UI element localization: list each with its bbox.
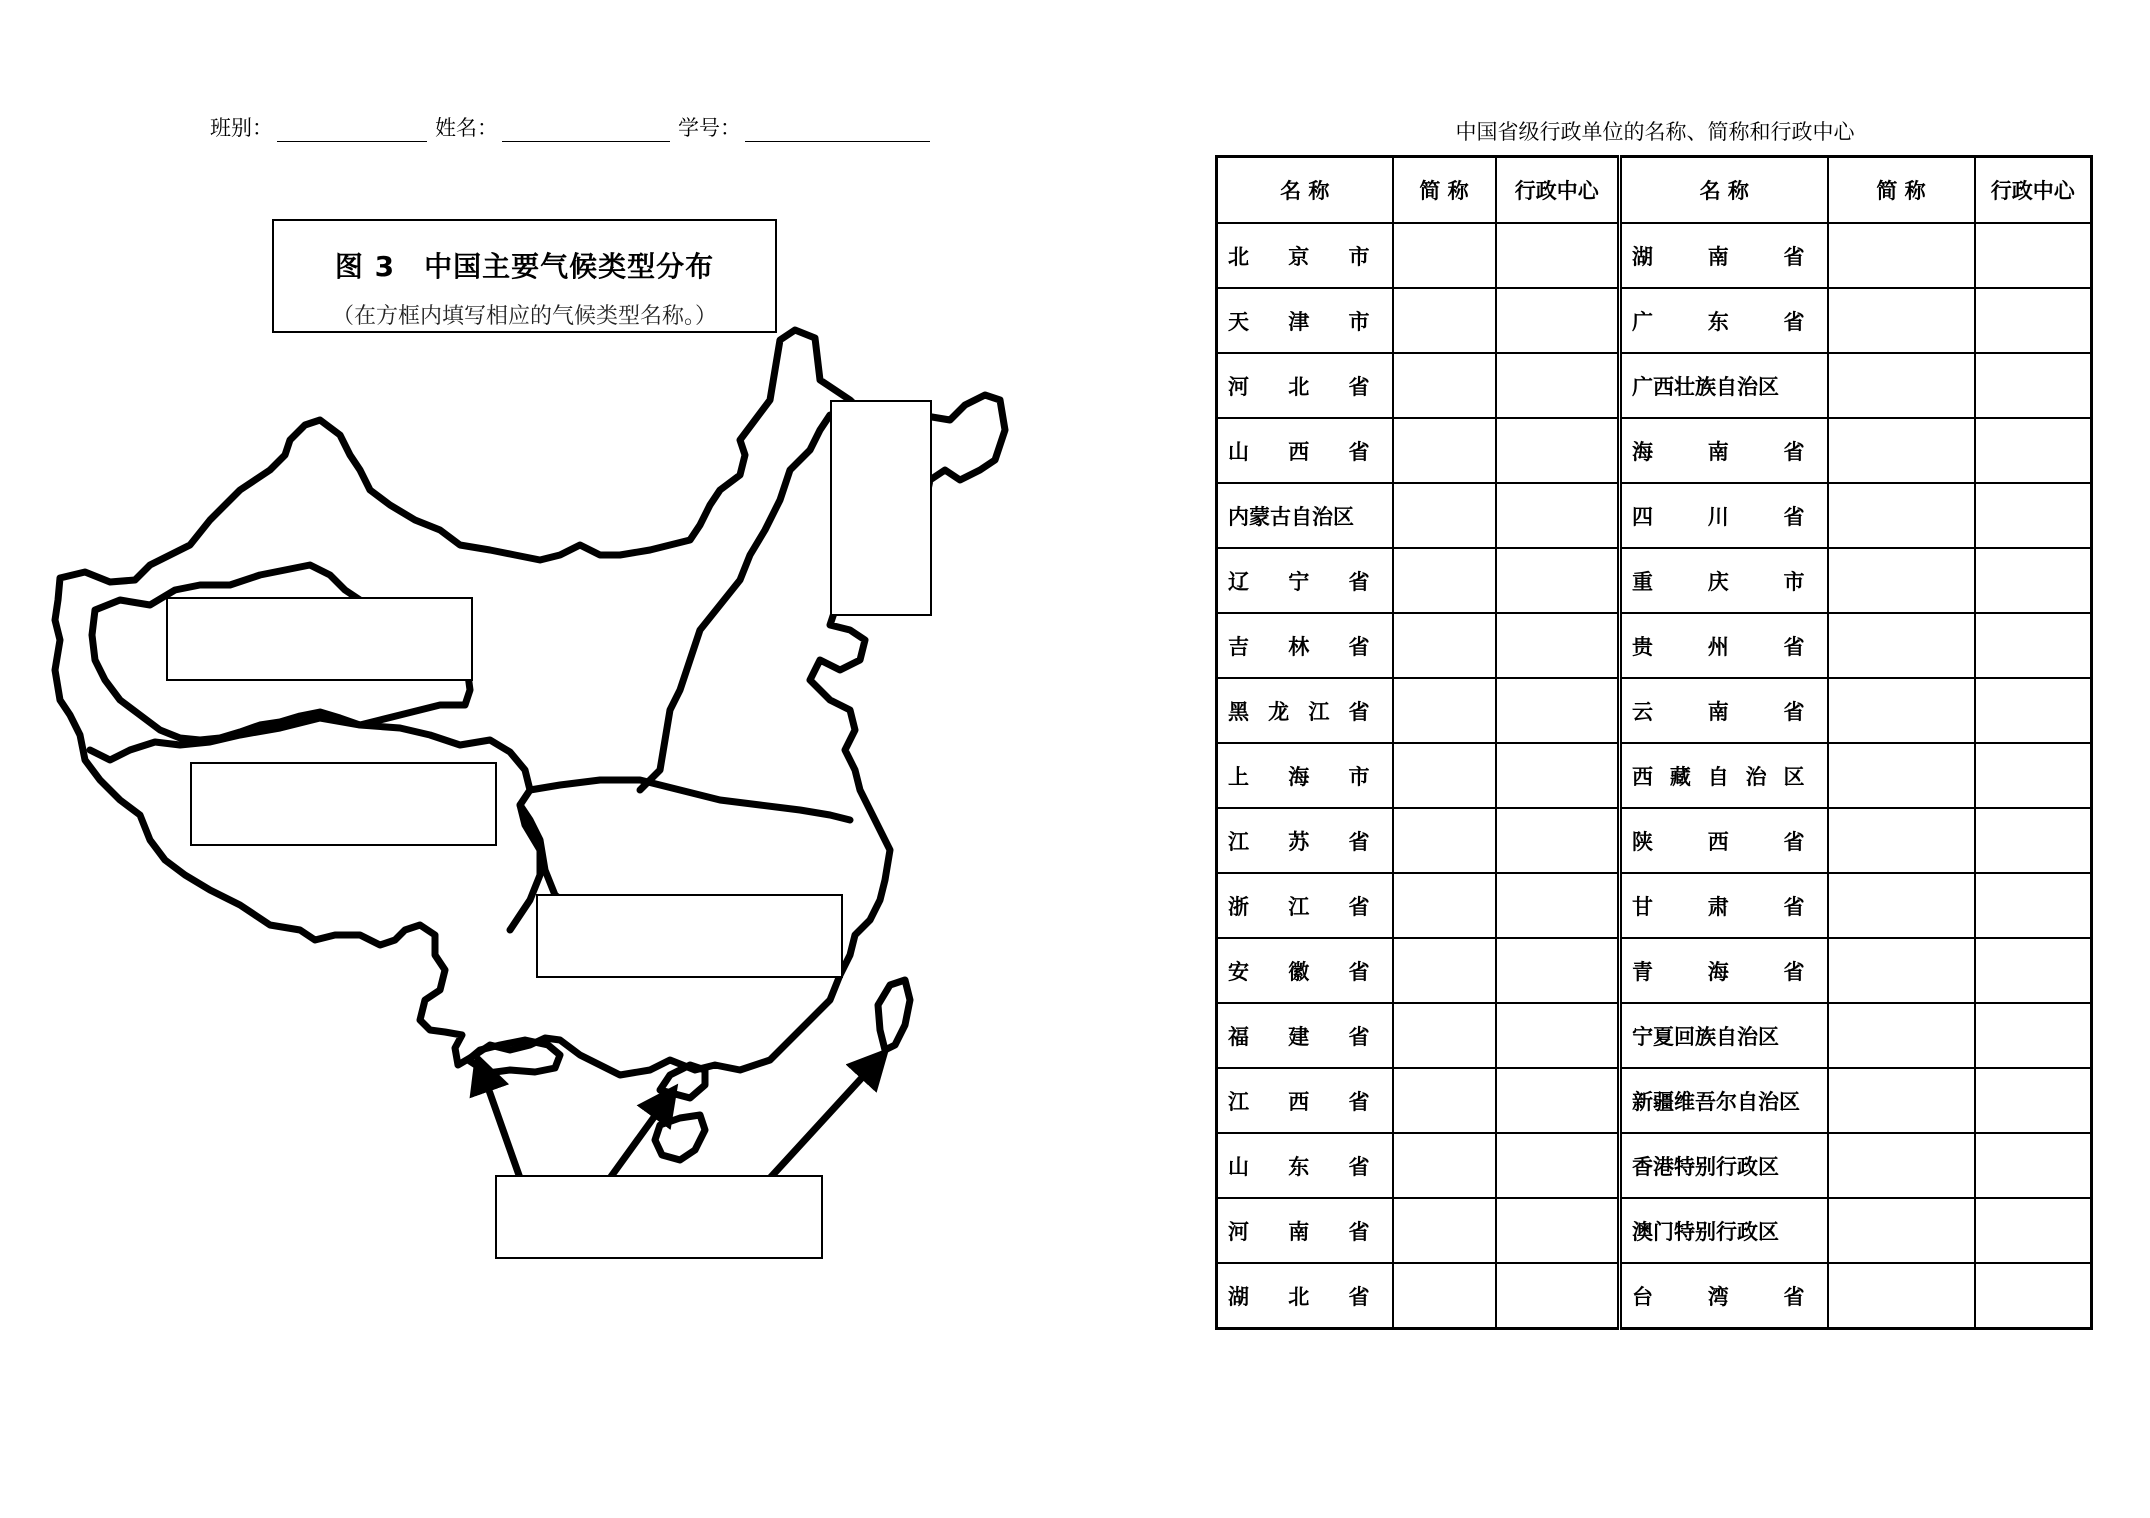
- abbreviation-cell[interactable]: [1393, 548, 1496, 613]
- abbreviation-cell[interactable]: [1393, 1068, 1496, 1133]
- table-row: [1217, 418, 2092, 483]
- name-label: 姓名：: [435, 116, 498, 140]
- capital-cell[interactable]: [1496, 1003, 1620, 1068]
- province-name: 江 苏 省: [1217, 808, 1393, 873]
- table-row: [1217, 743, 2092, 808]
- province-name: 云 南 省: [1620, 678, 1828, 743]
- capital-cell[interactable]: [1975, 353, 2092, 418]
- abbreviation-cell[interactable]: [1393, 1003, 1496, 1068]
- table-row: [1217, 1263, 2092, 1329]
- province-name: 浙 江 省: [1217, 873, 1393, 938]
- abbreviation-cell[interactable]: [1828, 288, 1975, 353]
- table-header-row: [1217, 157, 2092, 224]
- capital-cell[interactable]: [1975, 1198, 2092, 1263]
- arrow-right: [770, 1058, 880, 1178]
- table-row: [1217, 1198, 2092, 1263]
- province-name: 黑 龙 江 省: [1217, 678, 1393, 743]
- abbreviation-cell[interactable]: [1393, 743, 1496, 808]
- abbreviation-cell[interactable]: [1828, 938, 1975, 1003]
- capital-cell[interactable]: [1975, 548, 2092, 613]
- abbreviation-cell[interactable]: [1393, 1263, 1496, 1329]
- abbreviation-cell[interactable]: [1828, 548, 1975, 613]
- table-row: [1217, 288, 2092, 353]
- abbreviation-cell[interactable]: [1828, 743, 1975, 808]
- province-name: 新疆维吾尔自治区: [1620, 1068, 1828, 1133]
- header-capital: 行政中心: [1496, 157, 1620, 224]
- header-abbr: 简 称: [1828, 157, 1975, 224]
- capital-cell[interactable]: [1496, 1133, 1620, 1198]
- answer-box-northwest[interactable]: [166, 597, 473, 681]
- province-name: 山 东 省: [1217, 1133, 1393, 1198]
- abbreviation-cell[interactable]: [1393, 678, 1496, 743]
- capital-cell[interactable]: [1496, 613, 1620, 678]
- province-name: 山 西 省: [1217, 418, 1393, 483]
- capital-cell[interactable]: [1496, 1068, 1620, 1133]
- table-row: [1217, 483, 2092, 548]
- capital-cell[interactable]: [1496, 1198, 1620, 1263]
- abbreviation-cell[interactable]: [1828, 1133, 1975, 1198]
- header-abbr: 简 称: [1393, 157, 1496, 224]
- abbreviation-cell[interactable]: [1828, 678, 1975, 743]
- table-row: [1217, 1133, 2092, 1198]
- figure-title-box: [272, 219, 777, 333]
- table-row: [1217, 353, 2092, 418]
- abbreviation-cell[interactable]: [1393, 1198, 1496, 1263]
- abbreviation-cell[interactable]: [1828, 353, 1975, 418]
- capital-cell[interactable]: [1496, 873, 1620, 938]
- province-name: 青 海 省: [1620, 938, 1828, 1003]
- province-name: 北 京 市: [1217, 223, 1393, 288]
- figure-title: 图 3 中国主要气候类型分布: [334, 250, 715, 283]
- header-capital: 行政中心: [1975, 157, 2092, 224]
- province-name: 澳门特别行政区: [1620, 1198, 1828, 1263]
- province-name: 四 川 省: [1620, 483, 1828, 548]
- table-row: [1217, 1003, 2092, 1068]
- capital-cell[interactable]: [1975, 483, 2092, 548]
- capital-cell[interactable]: [1975, 223, 2092, 288]
- capital-cell[interactable]: [1975, 288, 2092, 353]
- abbreviation-cell[interactable]: [1393, 223, 1496, 288]
- abbreviation-cell[interactable]: [1393, 873, 1496, 938]
- abbreviation-cell[interactable]: [1393, 483, 1496, 548]
- capital-cell[interactable]: [1975, 808, 2092, 873]
- abbreviation-cell[interactable]: [1828, 1198, 1975, 1263]
- province-name: 江 西 省: [1217, 1068, 1393, 1133]
- answer-box-northeast[interactable]: [830, 400, 932, 616]
- province-name: 河 北 省: [1217, 353, 1393, 418]
- province-name: 甘 肃 省: [1620, 873, 1828, 938]
- province-name: 广 东 省: [1620, 288, 1828, 353]
- header-name: 名 称: [1620, 157, 1828, 224]
- capital-cell[interactable]: [1975, 418, 2092, 483]
- capital-cell[interactable]: [1975, 613, 2092, 678]
- capital-cell[interactable]: [1496, 808, 1620, 873]
- province-name: 香港特别行政区: [1620, 1133, 1828, 1198]
- class-label: 班别：: [210, 116, 273, 140]
- province-name: 西 藏 自 治 区: [1620, 743, 1828, 808]
- table-row: [1217, 223, 2092, 288]
- capital-cell[interactable]: [1975, 1068, 2092, 1133]
- abbreviation-cell[interactable]: [1393, 288, 1496, 353]
- abbreviation-cell[interactable]: [1393, 808, 1496, 873]
- answer-box-central[interactable]: [536, 894, 843, 978]
- table-row: [1217, 873, 2092, 938]
- arrow-middle: [610, 1095, 670, 1178]
- abbreviation-cell[interactable]: [1828, 223, 1975, 288]
- province-name: 安 徽 省: [1217, 938, 1393, 1003]
- abbreviation-cell[interactable]: [1828, 1263, 1975, 1329]
- table-row: [1217, 1068, 2092, 1133]
- table-title: 中国省级行政单位的名称、简称和行政中心: [1455, 120, 1855, 144]
- province-name: 吉 林 省: [1217, 613, 1393, 678]
- abbreviation-cell[interactable]: [1393, 938, 1496, 1003]
- abbreviation-cell[interactable]: [1828, 1068, 1975, 1133]
- abbreviation-cell[interactable]: [1828, 418, 1975, 483]
- capital-cell[interactable]: [1496, 548, 1620, 613]
- capital-cell[interactable]: [1975, 743, 2092, 808]
- province-name: 宁夏回族自治区: [1620, 1003, 1828, 1068]
- capital-cell[interactable]: [1975, 1133, 2092, 1198]
- table-row: [1217, 938, 2092, 1003]
- province-name: 天 津 市: [1217, 288, 1393, 353]
- capital-cell[interactable]: [1496, 1263, 1620, 1329]
- capital-cell[interactable]: [1496, 678, 1620, 743]
- table-row: [1217, 678, 2092, 743]
- province-name: 陕 西 省: [1620, 808, 1828, 873]
- capital-cell[interactable]: [1496, 223, 1620, 288]
- abbreviation-cell[interactable]: [1828, 873, 1975, 938]
- abbreviation-cell[interactable]: [1393, 418, 1496, 483]
- province-table: [1215, 155, 2093, 1330]
- table-row: [1217, 613, 2092, 678]
- taiwan-island: [878, 980, 910, 1050]
- abbreviation-cell[interactable]: [1393, 613, 1496, 678]
- province-name: 贵 州 省: [1620, 613, 1828, 678]
- capital-cell[interactable]: [1975, 1003, 2092, 1068]
- province-name: 湖 北 省: [1217, 1263, 1393, 1329]
- capital-cell[interactable]: [1496, 743, 1620, 808]
- figure-subtitle: （在方框内填写相应的气候类型名称。）: [331, 304, 717, 329]
- capital-cell[interactable]: [1975, 678, 2092, 743]
- china-climate-map: [0, 0, 1100, 1300]
- capital-cell[interactable]: [1975, 1263, 2092, 1329]
- abbreviation-cell[interactable]: [1828, 613, 1975, 678]
- province-name: 湖 南 省: [1620, 223, 1828, 288]
- capital-cell[interactable]: [1496, 938, 1620, 1003]
- province-name: 广西壮族自治区: [1620, 353, 1828, 418]
- province-name: 海 南 省: [1620, 418, 1828, 483]
- province-name: 台 湾 省: [1620, 1263, 1828, 1329]
- province-name: 河 南 省: [1217, 1198, 1393, 1263]
- province-name: 内蒙古自治区: [1217, 483, 1393, 548]
- hainan-island: [655, 1115, 705, 1160]
- capital-cell[interactable]: [1496, 288, 1620, 353]
- capital-cell[interactable]: [1496, 418, 1620, 483]
- id-label: 学号：: [678, 116, 741, 140]
- abbreviation-cell[interactable]: [1828, 808, 1975, 873]
- table-row: [1217, 808, 2092, 873]
- capital-cell[interactable]: [1496, 353, 1620, 418]
- capital-cell[interactable]: [1975, 938, 2092, 1003]
- capital-cell[interactable]: [1496, 483, 1620, 548]
- arrow-left: [480, 1065, 520, 1178]
- abbreviation-cell[interactable]: [1828, 1003, 1975, 1068]
- province-name: 辽 宁 省: [1217, 548, 1393, 613]
- capital-cell[interactable]: [1975, 873, 2092, 938]
- header-name: 名 称: [1217, 157, 1393, 224]
- abbreviation-cell[interactable]: [1393, 1133, 1496, 1198]
- province-name: 福 建 省: [1217, 1003, 1393, 1068]
- abbreviation-cell[interactable]: [1393, 353, 1496, 418]
- province-name: 重 庆 市: [1620, 548, 1828, 613]
- answer-box-plateau[interactable]: [190, 762, 497, 846]
- abbreviation-cell[interactable]: [1828, 483, 1975, 548]
- answer-box-south[interactable]: [495, 1175, 823, 1259]
- table-row: [1217, 548, 2092, 613]
- province-name: 上 海 市: [1217, 743, 1393, 808]
